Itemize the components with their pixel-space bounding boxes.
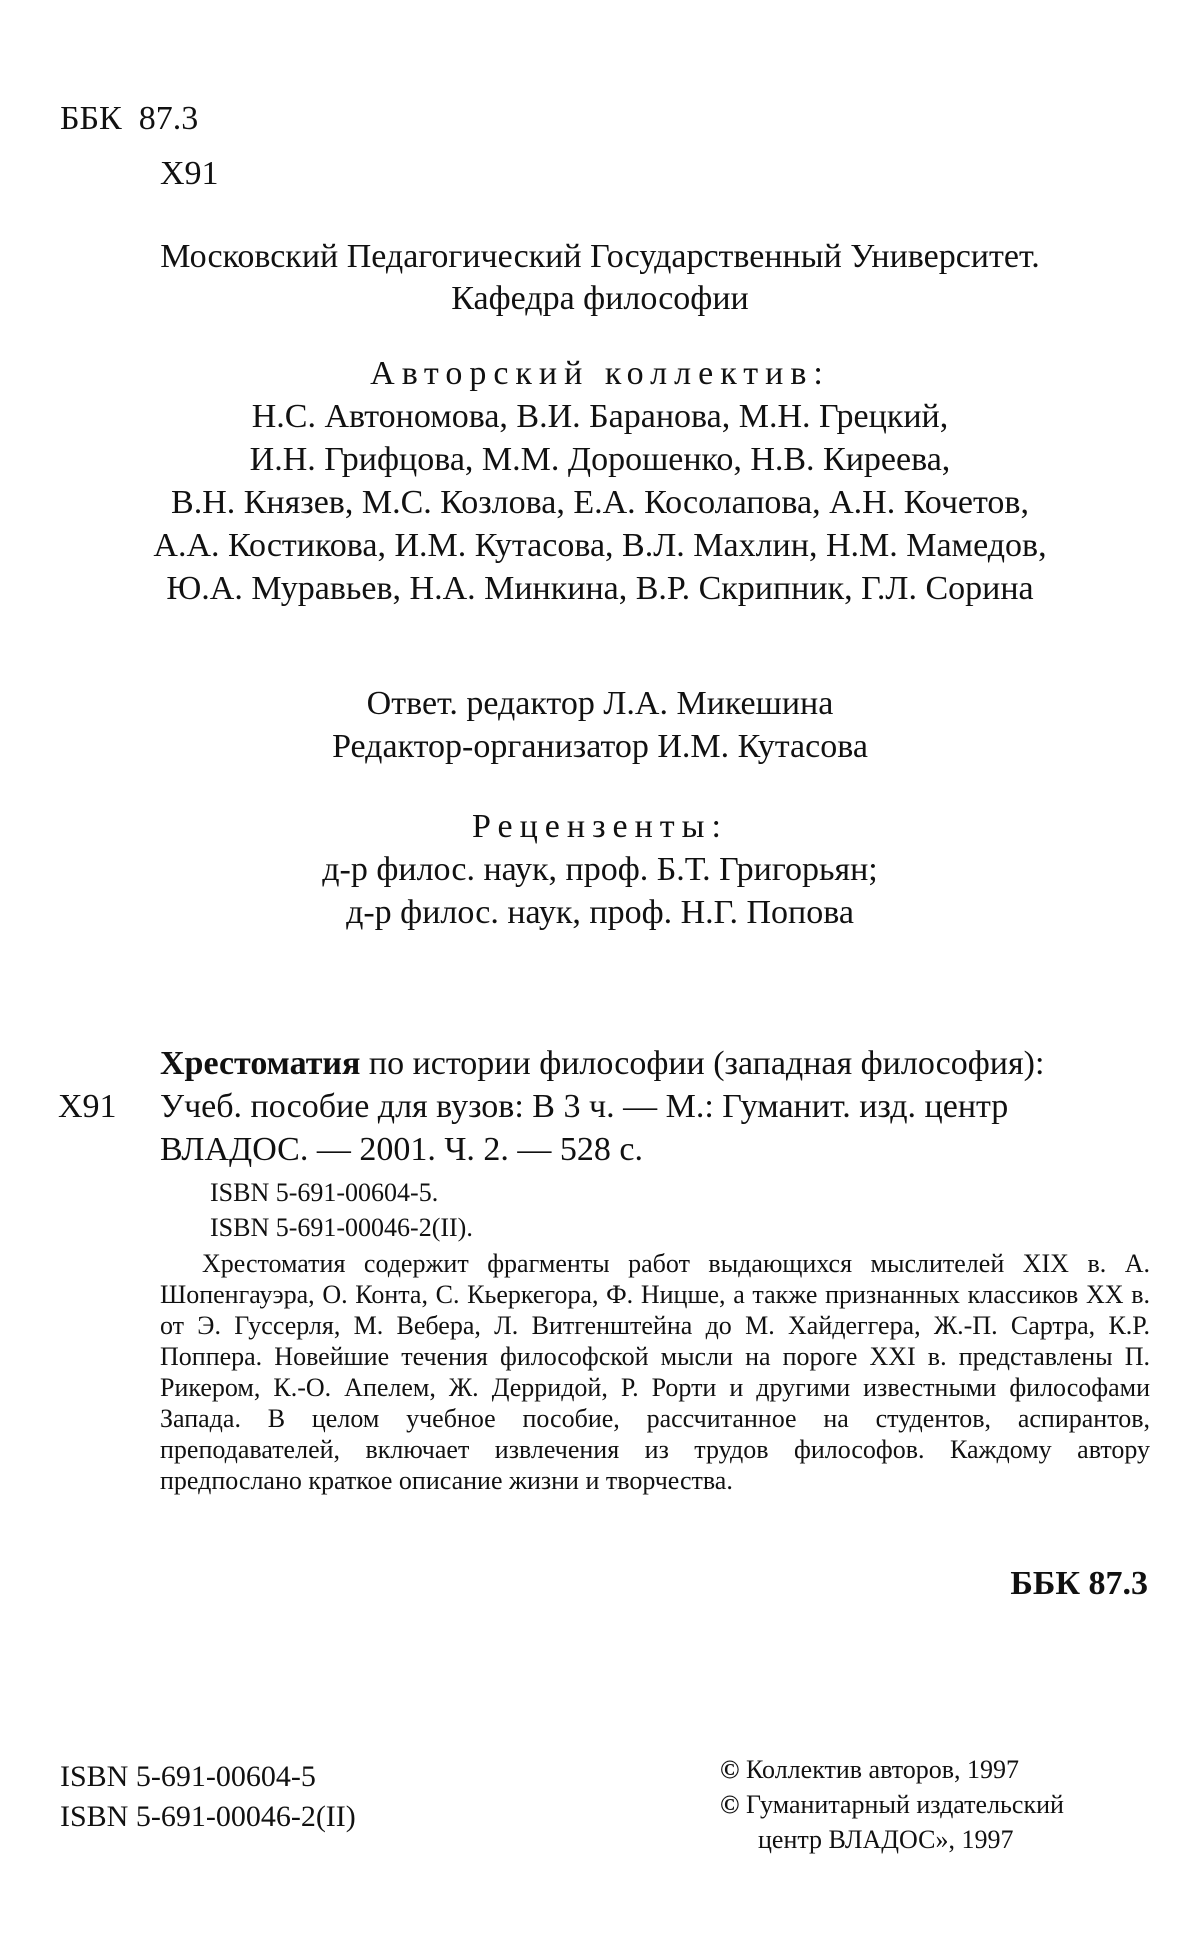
copyright-publisher-text: Гуманитарный издательский [746, 1790, 1064, 1819]
copyright-publisher [720, 1790, 1064, 1820]
annotation [160, 1248, 1150, 1496]
authors-line: И.Н. Грифцова, М.М. Дорошенко, Н.В. Киреева, [249, 441, 951, 478]
catalog-title: Хрестоматия [160, 1045, 361, 1082]
institution-name: Московский Педагогический Государственный Университет. [160, 238, 1040, 275]
responsible-editor: Ответ. редактор Л.А. Микешина [366, 685, 834, 722]
authors-line: Ю.А. Муравьев, Н.А. Минкина, В.Р. Скрипник, Г.Л. Сорина [166, 570, 1034, 607]
catalog-isbn: ISBN 5-691-00046-2(II). [210, 1213, 473, 1242]
copyright-publisher-line2: центр ВЛАДОС», 1997 [758, 1825, 1014, 1854]
catalog-mark: Х91 [58, 1088, 117, 1125]
copyright-authors-text: Коллектив авторов, 1997 [746, 1755, 1019, 1784]
bbk-code: 87.3 [138, 100, 199, 137]
authors-line: Н.С. Автономова, В.И. Баранова, М.Н. Грецкий, [251, 398, 949, 435]
bbk-header [60, 100, 198, 138]
catalog-line: ВЛАДОС. — 2001. Ч. 2. — 528 с. [160, 1131, 644, 1168]
catalog-title-rest: по истории философии (западная философия): [360, 1045, 1045, 1082]
bbk-label: ББК [60, 100, 122, 137]
catalog-title-line [160, 1045, 1044, 1083]
annotation-text: Хрестоматия содержит фрагменты работ выдающихся мыслителей XIX в. А. Шопенгауэра, О. Конта, С. Кьеркегора, Ф. Ницше, а также признанных классиков XX в. от Э. Гуссерля, М. Вебера, Л. Витгенштейна до М. Хайдеггера, Ж.-П. Сартра, К.Р. Поппера. Новейшие течения философской мысли на пороге XXI в. представлены П. Рикером, К.-О. Апелем, Ж. Дерридой, Р. Рорти и другими известными философами Запада. В целом учебное пособие, рассчитанное на студентов, аспирантов, преподавателей, включает извлечения из трудов философов. Каждому автору предпослано краткое описание жизни и творчества. [160, 1249, 1150, 1495]
authors-line: В.Н. Князев, М.С. Козлова, Е.А. Косолапова, А.Н. Кочетов, [171, 484, 1029, 521]
department-name: Кафедра философии [451, 280, 749, 317]
bbk-right: ББК 87.3 [1010, 1565, 1148, 1602]
catalog-isbn: ISBN 5-691-00604-5. [210, 1178, 439, 1207]
authors-heading: Авторский коллектив: [370, 355, 830, 392]
footer-isbn: ISBN 5-691-00604-5 [60, 1760, 316, 1793]
organizing-editor: Редактор-организатор И.М. Кутасова [332, 728, 868, 765]
footer-isbn: ISBN 5-691-00046-2(II) [60, 1800, 356, 1833]
copyright-icon: © [720, 1755, 740, 1784]
catalog-line: Учеб. пособие для вузов: В 3 ч. — М.: Гуманит. изд. центр [160, 1088, 1009, 1125]
copyright-authors [720, 1755, 1019, 1785]
reviewer-line: д-р филос. наук, проф. Б.Т. Григорьян; [322, 851, 878, 888]
copyright-icon: © [720, 1790, 740, 1819]
authors-line: А.А. Костикова, И.М. Кутасова, В.Л. Махлин, Н.М. Мамедов, [153, 527, 1047, 564]
author-mark: Х91 [160, 155, 219, 192]
reviewers-heading: Рецензенты: [472, 808, 728, 845]
reviewer-line: д-р филос. наук, проф. Н.Г. Попова [346, 894, 854, 931]
